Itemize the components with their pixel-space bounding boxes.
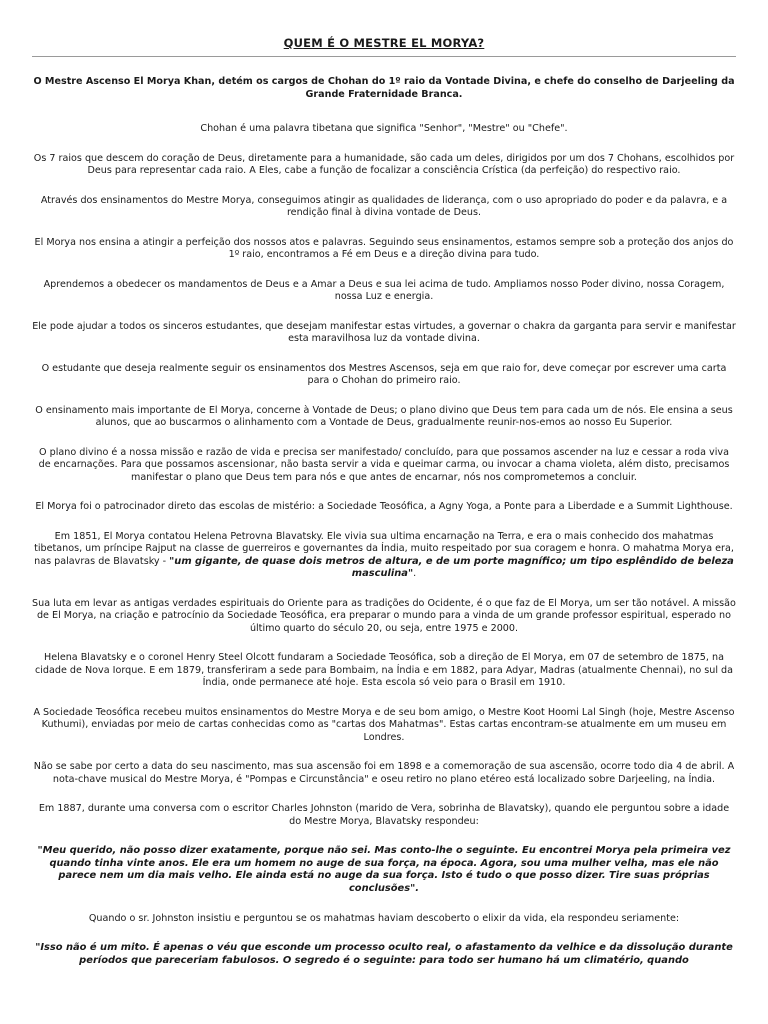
paragraph-students: Ele pode ajudar a todos os sinceros estudantes, que desejam manifestar estas virtudes, a governar o chakra da garganta para servir e manifestar esta maravilhosa luz da vontade divina. bbox=[32, 320, 736, 344]
paragraph-mystery-schools: El Morya foi o patrocinador direto das escolas de mistério: a Sociedade Teosófica, a Agny Yoga, a Ponte para a Liberdade e a Summit Lighthouse. bbox=[35, 501, 733, 512]
title-divider bbox=[32, 56, 736, 57]
paragraph-ascension: Não se sabe por certo a data do seu nascimento, mas sua ascensão foi em 1898 e a comemoração de sua ascensão, ocorre todo dia 4 de abril. A nota-chave musical do Mestre Morya, é "Pompas e Circunstância" e oseu retiro no plano etéreo está localizado sobre Darjeeling, na Índia. bbox=[33, 761, 735, 785]
paragraph-seven-rays: Os 7 raios que descem do coração de Deus, diretamente para a humanidade, são cada um deles, dirigidos por um dos 7 Chohans, escolhidos por Deus para representar cada raio. A Eles, cabe a função de focalizar a consciência Crística (da perfeição) do respectivo raio. bbox=[33, 152, 735, 176]
paragraph-letter: O estudante que deseja realmente seguir os ensinamentos dos Mestres Ascensos, seja em que raio for, deve começar por escrever uma carta para o Chohan do primeiro raio. bbox=[41, 362, 727, 386]
paragraph-chohan: Chohan é uma palavra tibetana que significa "Senhor", "Mestre" ou "Chefe". bbox=[200, 123, 568, 134]
blavatsky-quote: "um gigante, de quase dois metros de altura, e de um porte magnífico; um tipo esplêndido de beleza masculina" bbox=[169, 555, 734, 580]
paragraph-will-of-god: O ensinamento mais importante de El Morya, concerne à Vontade de Deus; o plano divino que Deus tem para cada um de nós. Ele ensina a seus alunos, que ao buscarmos o alinhamento com a Vontade de Deus, gradualmente reunir-nos-emos ao nosso Eu Superior. bbox=[35, 404, 733, 428]
paragraph-theosophical-society: Helena Blavatsky e o coronel Henry Steel Olcott fundaram a Sociedade Teosófica, sob a direção de El Morya, em 07 de setembro de 1875, na cidade de Nova Iorque. E em 1879, transferiram a sede para Bombaim, na Índia e em 1882, para Adyar, Madras (atualmente Chennai), no sul da Índia, onde permanece até hoje. Esta escola só veio para o Brasil em 1910. bbox=[34, 652, 734, 689]
paragraph-johnston-insisted: Quando o sr. Johnston insistiu e perguntou se os mahatmas haviam descoberto o elixir da vida, ela respondeu seriamente: bbox=[88, 912, 680, 924]
paragraph-east-west: Sua luta em levar as antigas verdades espirituais do Oriente para as tradições do Ocidente, é o que faz de El Morya, um ser tão notável. A missão de El Morya, na criação e patrocínio da Sociedade Teosófica, era preparar o mundo para a vinda de um grande professor espiritual, esperado no último quarto do século 20, ou seja, entre 1975 e 2000. bbox=[32, 597, 736, 634]
paragraph-blavatsky bbox=[32, 531, 736, 581]
intro-paragraph: O Mestre Ascenso El Morya Khan, detém os cargos de Chohan do 1º raio da Vontade Divina, e chefe do conselho de Darjeeling da Grande Fraternidade Branca. bbox=[33, 76, 735, 100]
paragraph-divine-plan: O plano divino é a nossa missão e razão de vida e precisa ser manifestado/ concluído, para que possamos ascender na luz e cessar a roda viva de encarnações. Para que possamos ascensionar, não basta servir a vida e queimar carma, ou invocar a chama violeta, além disto, precisamos manifestar o plano que Deus tem para nós e que antes de encarnar, nós nos comprometemos a concluir. bbox=[38, 446, 730, 483]
paragraph-obey: Aprendemos a obedecer os mandamentos de Deus e a Amar a Deus e sua lei acima de tudo. Ampliamos nosso Poder divino, nossa Coragem, nossa Luz e energia. bbox=[43, 278, 725, 302]
quote-blavatsky-age: "Meu querido, não posso dizer exatamente, porque não sei. Mas conto-lhe o seguinte. Eu encontrei Morya pela primeira vez quando tinha vinte anos. Ele era um homem no auge de sua força, na época. Agora, sou uma mulher velha, mas ele não parece nem um dia mais velho. Ele ainda está no auge da sua força. Isto é tudo o que posso dizer. Tire suas próprias conclusões". bbox=[37, 845, 731, 894]
paragraph-perfection: El Morya nos ensina a atingir a perfeição dos nossos atos e palavras. Seguindo seus ensinamentos, estamos sempre sob a proteção dos anjos do 1º raio, encontramos a Fé em Deus e a direção divina para tudo. bbox=[34, 236, 734, 260]
paragraph-teachings: Através dos ensinamentos do Mestre Morya, conseguimos atingir as qualidades de liderança, com o uso apropriado do poder e da palavra, e a rendição final à divina vontade de Deus. bbox=[40, 194, 728, 218]
blavatsky-end: . bbox=[413, 568, 417, 580]
paragraph-mahatma-letters: A Sociedade Teosófica recebeu muitos ensinamentos do Mestre Morya e de seu bom amigo, o Mestre Koot Hoomi Lal Singh (hoje, Mestre Ascenso Kuthumi), enviadas por meio de cartas conhecidas como as "cartas dos Mahatmas". Estas cartas encontram-se atualmente em um museu em Londres. bbox=[33, 706, 735, 743]
document-page bbox=[32, 0, 736, 1024]
paragraph-johnston-conversation: Em 1887, durante uma conversa com o escritor Charles Johnston (marido de Vera, sobrinha de Blavatsky), quando ele perguntou sobre a idade do Mestre Morya, Blavatsky respondeu: bbox=[38, 803, 730, 827]
quote-elixir: "Isso não é um mito. É apenas o véu que esconde um processo oculto real, o afastamento da velhice e da dissolução durante períodos que pareceriam fabulosos. O segredo é o seguinte: para todo ser humano há um climatério, quando bbox=[35, 942, 733, 966]
blavatsky-text: Em 1851, El Morya contatou Helena Petrovna Blavatsky. Ele vivia sua ultima encarnação na Terra, e era o mais conhecido dos mahatmas tibetanos, um príncipe Rajput na classe de guerreiros e governantes da Índia, muito respeitado por sua coragem e honra. O mahatma Morya era, nas palavras de Blavatsky - bbox=[34, 530, 734, 567]
document-title: QUEM É O MESTRE EL MORYA? bbox=[283, 36, 485, 50]
